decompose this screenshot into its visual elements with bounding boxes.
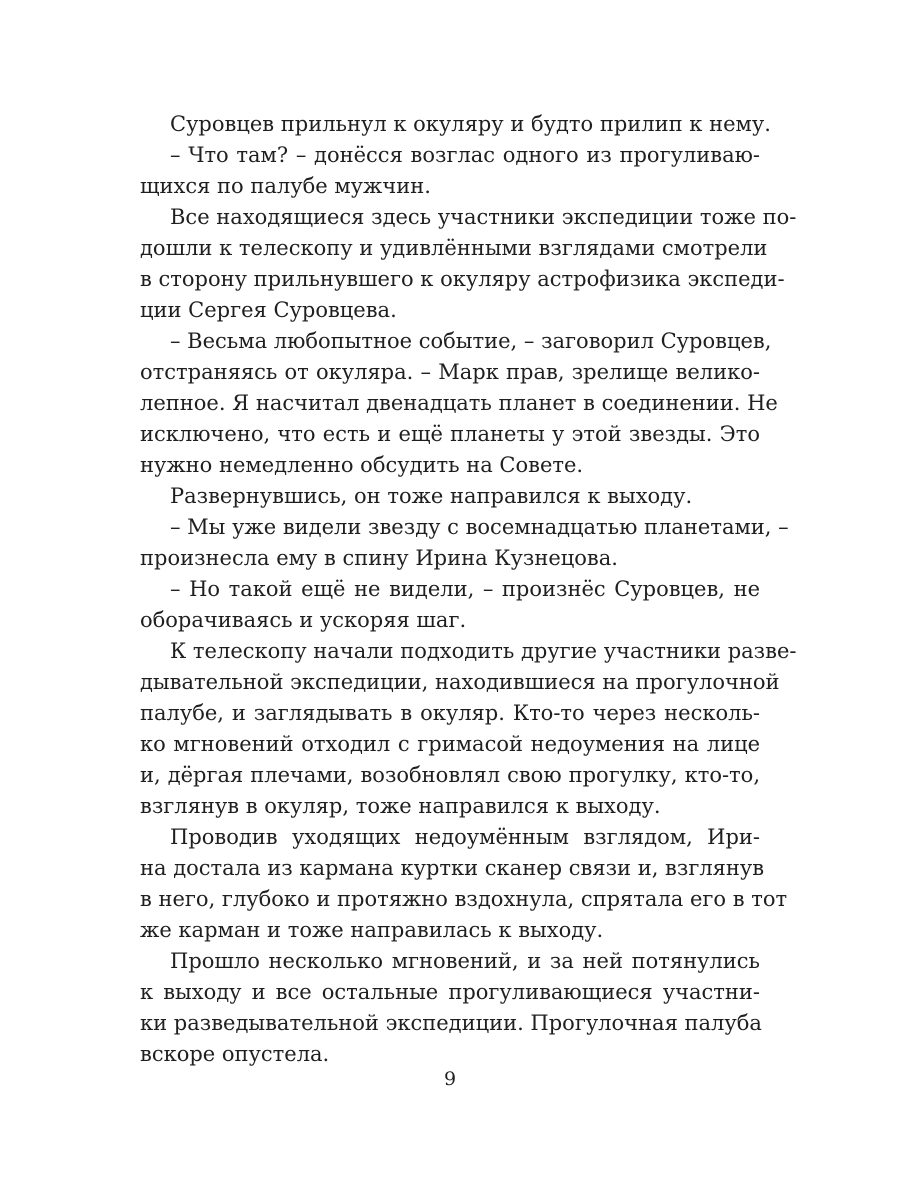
paragraph-line: и, дёргая плечами, возобновлял свою прогулку, кто-то,	[140, 763, 760, 787]
paragraph-line: оборачиваясь и ускоряя шаг.	[140, 608, 467, 632]
paragraph-line: дошли к телескопу и удивлёнными взглядами смотрели	[140, 236, 768, 260]
paragraph-line: вскоре опустела.	[140, 1042, 330, 1066]
paragraph-line: лепное. Я насчитал двенадцать планет в соединении. Не	[140, 391, 778, 415]
paragraph-line: нужно немедленно обсудить на Совете.	[140, 453, 584, 477]
paragraph-line: Прошло несколько мгновений, и за ней потянулись	[170, 949, 760, 973]
paragraph-line: в него, глубоко и протяжно вздохнула, спрятала его в тот	[140, 887, 788, 911]
paragraph-line: – Мы уже видели звезду с восемнадцатью планетами, –	[170, 515, 789, 539]
paragraph-line: Развернувшись, он тоже направился к выходу.	[170, 484, 693, 508]
paragraph-line: взглянув в окуляр, тоже направился к выходу.	[140, 794, 661, 818]
paragraph-line: щихся по палубе мужчин.	[140, 174, 431, 198]
paragraph-line: дывательной экспедиции, находившиеся на прогулочной	[140, 670, 780, 694]
page-body-text	[140, 109, 797, 1070]
paragraph-line: палубе, и заглядывать в окуляр. Кто-то через несколь-	[140, 701, 760, 725]
paragraph-line: Проводив уходящих недоумённым взглядом, Ири-	[170, 825, 760, 849]
paragraph-line: – Весьма любопытное событие, – заговорил Суровцев,	[170, 329, 772, 353]
page-number: 9	[443, 1068, 457, 1090]
paragraph-line: К телескопу начали подходить другие участники разве-	[170, 639, 797, 663]
paragraph-line: отстраняясь от окуляра. – Марк прав, зрелище велико-	[140, 360, 760, 384]
paragraph-line: ции Сергея Суровцева.	[140, 298, 397, 322]
paragraph-line: произнесла ему в спину Ирина Кузнецова.	[140, 546, 618, 570]
paragraph-line: – Но такой ещё не видели, – произнёс Суровцев, не	[170, 577, 760, 601]
paragraph-line: ки разведывательной экспедиции. Прогулочная палуба	[140, 1011, 762, 1035]
paragraph-line: – Что там? – донёсся возглас одного из прогуливаю-	[170, 143, 760, 167]
paragraph-line: к выходу и все остальные прогуливающиеся участни-	[140, 980, 760, 1004]
paragraph-line: исключено, что есть и ещё планеты у этой звезды. Это	[140, 422, 760, 446]
paragraph-line: в сторону прильнувшего к окуляру астрофизика экспеди-	[140, 267, 785, 291]
paragraph-line: Суровцев прильнул к окуляру и будто прилип к нему.	[170, 112, 771, 136]
paragraph-line: ко мгновений отходил с гримасой недоумения на лице	[140, 732, 760, 756]
paragraph-line: Все находящиеся здесь участники экспедиции тоже по-	[170, 205, 797, 229]
paragraph-line: же карман и тоже направилась к выходу.	[140, 918, 604, 942]
paragraph-line: на достала из кармана куртки сканер связи и, взглянув	[140, 856, 765, 880]
